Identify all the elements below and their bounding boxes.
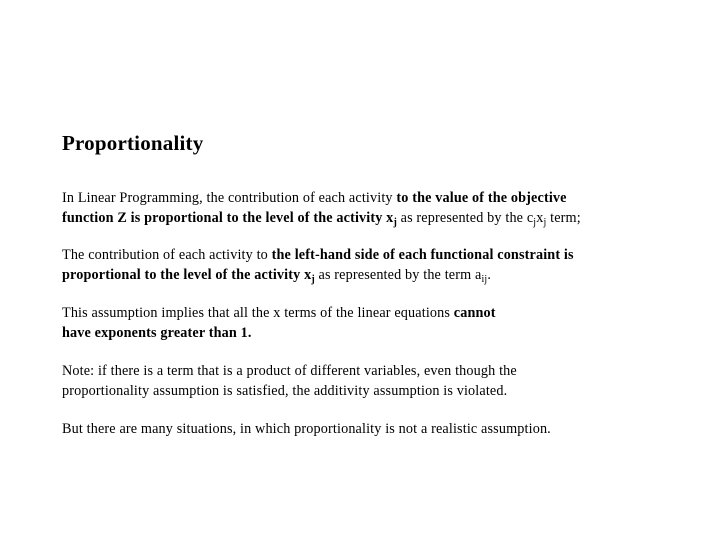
p2-sub-j: j [311, 274, 315, 285]
p5-text-1: But there are many situations, in which proportionality is not a realistic assumption. [62, 421, 551, 437]
p1-bold-1b: to the value of the objective [396, 190, 567, 206]
p1-sub-j: j [393, 217, 397, 228]
paragraph-conclusion [62, 419, 702, 439]
p2-bold-2a: proportional to the level of the activity x [62, 267, 312, 283]
p2-sub-ij: ij [481, 274, 488, 285]
p4-text-1: Note: if there is a term that is a product of different variables, even though the [62, 363, 517, 379]
p2-bold-1b: the left-hand side of each functional constraint is [271, 247, 574, 263]
p1-text-x: x [536, 210, 544, 226]
p2-text-1a: The contribution of each activity to [62, 247, 272, 263]
p1-sub-cj: j [533, 217, 537, 228]
p4-text-2: proportionality assumption is satisfied, the additivity assumption is violated. [62, 383, 508, 399]
p3-bold-2: have exponents greater than 1. [62, 325, 252, 341]
p3-bold-1b: cannot [453, 305, 496, 321]
p1-text-2b: as represented by the c [396, 210, 534, 226]
paragraph-objective-proportionality [62, 188, 702, 228]
p1-sub-xj: j [543, 217, 547, 228]
p2-text-2b: as represented by the term a [314, 267, 482, 283]
p3-text-1a: This assumption implies that all the x terms of the linear equations [62, 305, 454, 321]
paragraph-assumption [62, 303, 702, 343]
p1-text-term: term; [546, 210, 581, 226]
p1-bold-2a: function Z is proportional to the level of the activity x [62, 210, 394, 226]
p2-text-period: . [487, 267, 492, 283]
p1-text-1a: In Linear Programming, the contribution of each activity [62, 190, 397, 206]
paragraph-note [62, 361, 702, 401]
paragraph-constraint-proportionality [62, 245, 702, 285]
slide-title: Proportionality [62, 131, 204, 155]
